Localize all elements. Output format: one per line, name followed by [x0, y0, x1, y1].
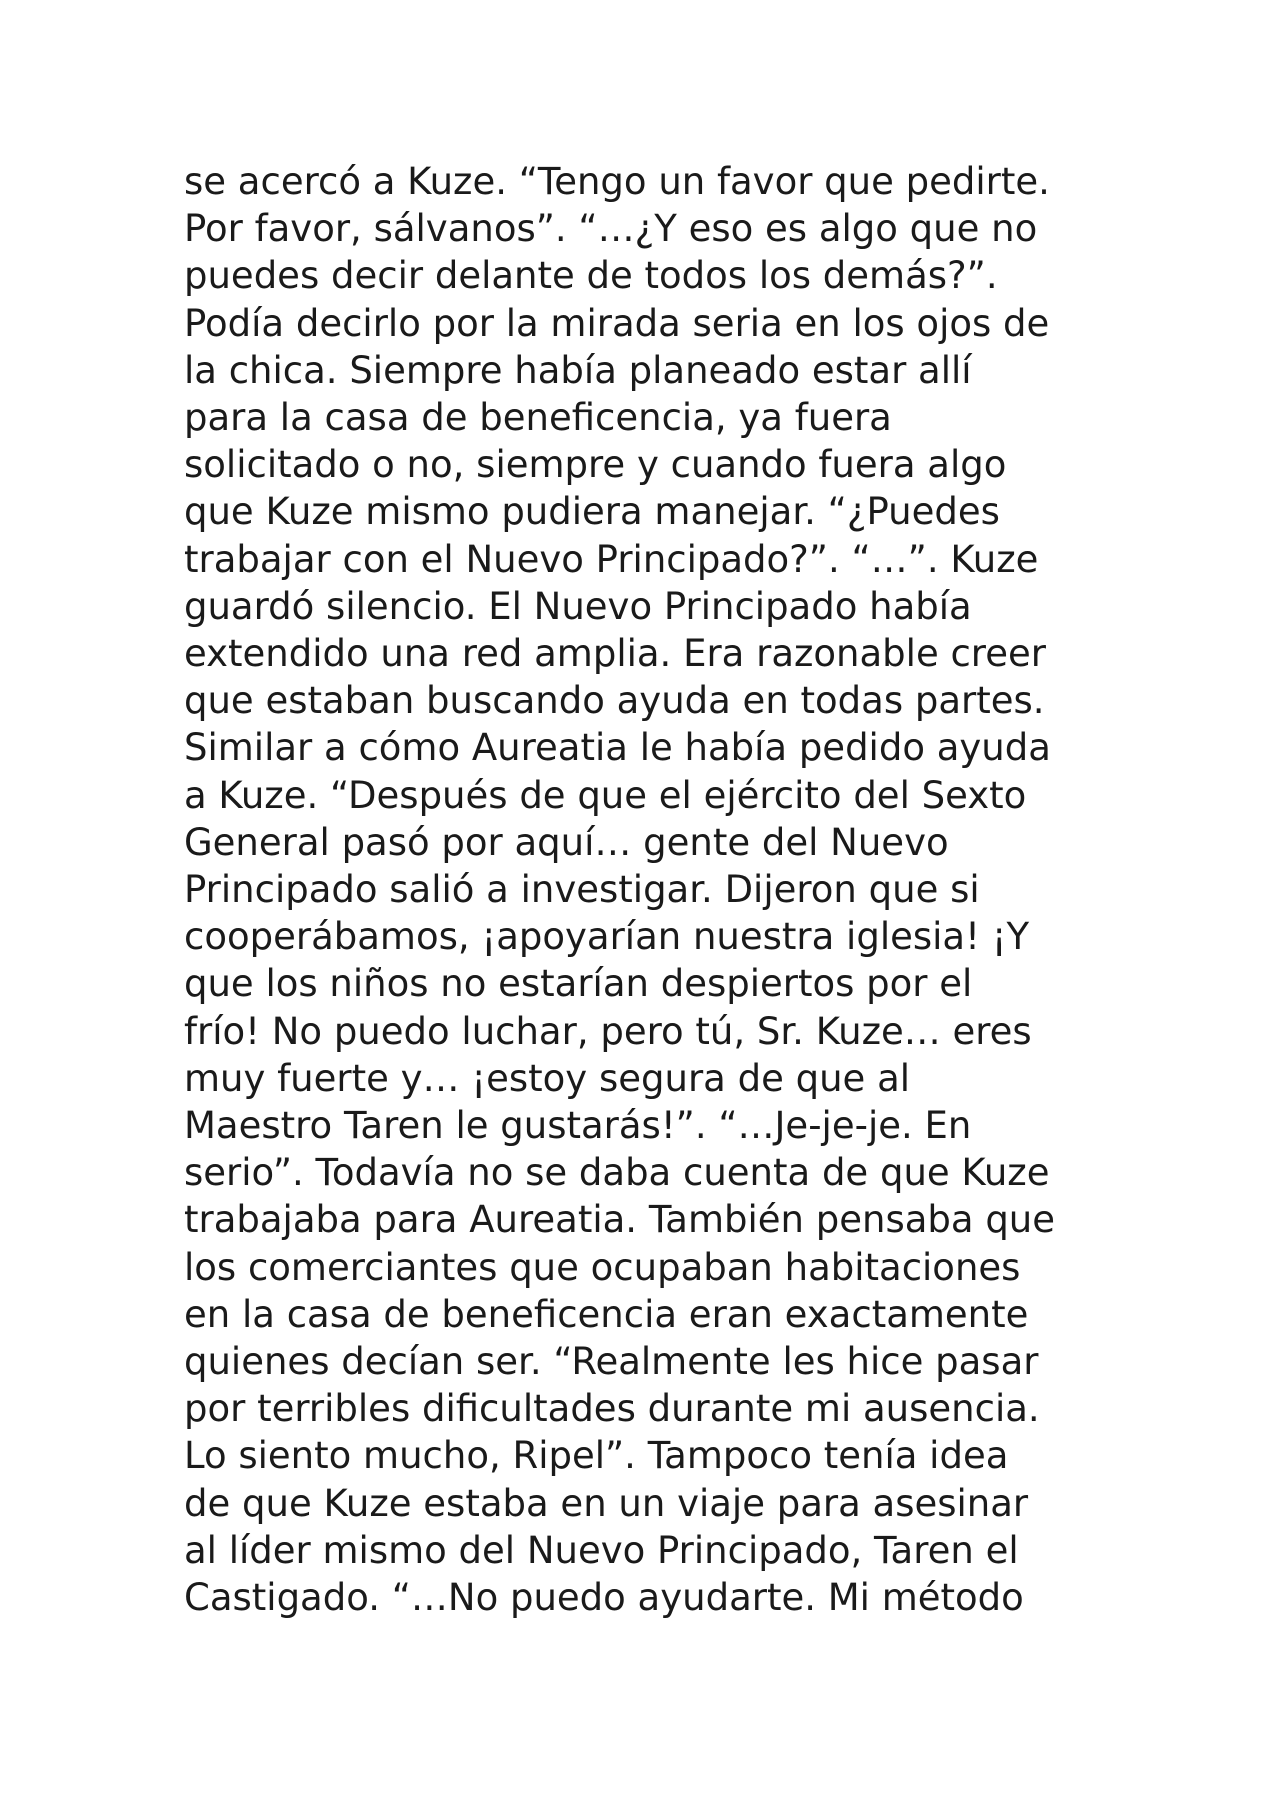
text-line: cooperábamos, ¡apoyarían nuestra iglesia! ¡Y — [184, 915, 1030, 959]
text-line: Por favor, sálvanos”. “…¿Y eso es algo que no — [184, 207, 1038, 251]
text-line: que los niños no estarían despiertos por el — [184, 962, 973, 1006]
text-line: serio”. Todavía no se daba cuenta de que Kuze — [184, 1151, 1050, 1195]
text-line: en la casa de beneficencia eran exactamente — [184, 1292, 1029, 1336]
text-line: Podía decirlo por la mirada seria en los ojos de — [184, 301, 1050, 345]
text-line: se acercó a Kuze. “Tengo un favor que pedirte. — [184, 160, 1050, 203]
text-line: Similar a cómo Aureatia le había pedido ayuda — [184, 726, 1051, 770]
body-text — [184, 158, 1184, 1621]
text-line: por terribles dificultades durante mi ausencia. — [184, 1387, 1040, 1431]
text-line: para la casa de beneficencia, ya fuera — [184, 396, 892, 440]
text-line: trabajaba para Aureatia. También pensaba que — [184, 1198, 1056, 1242]
text-line: la chica. Siempre había planeado estar allí — [184, 348, 972, 392]
text-line: que Kuze mismo pudiera manejar. “¿Puedes — [184, 490, 1000, 534]
text-line: extendido una red amplia. Era razonable creer — [184, 632, 1046, 676]
text-line: a Kuze. “Después de que el ejército del Sexto — [184, 773, 1027, 817]
text-line: Maestro Taren le gustarás!”. “…Je-je-je. En — [184, 1104, 972, 1148]
text-line: solicitado o no, siempre y cuando fuera algo — [184, 443, 1007, 487]
text-line: Lo siento mucho, Ripel”. Tampoco tenía idea — [184, 1434, 1009, 1478]
text-line: que estaban buscando ayuda en todas partes. — [184, 679, 1045, 723]
text-line: guardó silencio. El Nuevo Principado había — [184, 584, 972, 628]
text-line: quienes decían ser. “Realmente les hice pasar — [184, 1340, 1039, 1384]
text-line: puedes decir delante de todos los demás?”. — [184, 254, 998, 298]
text-line: muy fuerte y… ¡estoy segura de que al — [184, 1056, 911, 1100]
text-line: de que Kuze estaba en un viaje para asesinar — [184, 1481, 1029, 1525]
text-line: trabajar con el Nuevo Principado?”. “…”. Kuze — [184, 537, 1039, 581]
text-line: frío! No puedo luchar, pero tú, Sr. Kuze… eres — [184, 1009, 1032, 1053]
text-line: al líder mismo del Nuevo Principado, Taren el — [184, 1528, 1019, 1572]
text-line: Castigado. “…No puedo ayudarte. Mi método — [184, 1576, 1024, 1620]
text-line: Principado salió a investigar. Dijeron que si — [184, 868, 980, 912]
text-line: General pasó por aquí… gente del Nuevo — [184, 820, 949, 864]
text-line: los comerciantes que ocupaban habitaciones — [184, 1245, 1021, 1289]
